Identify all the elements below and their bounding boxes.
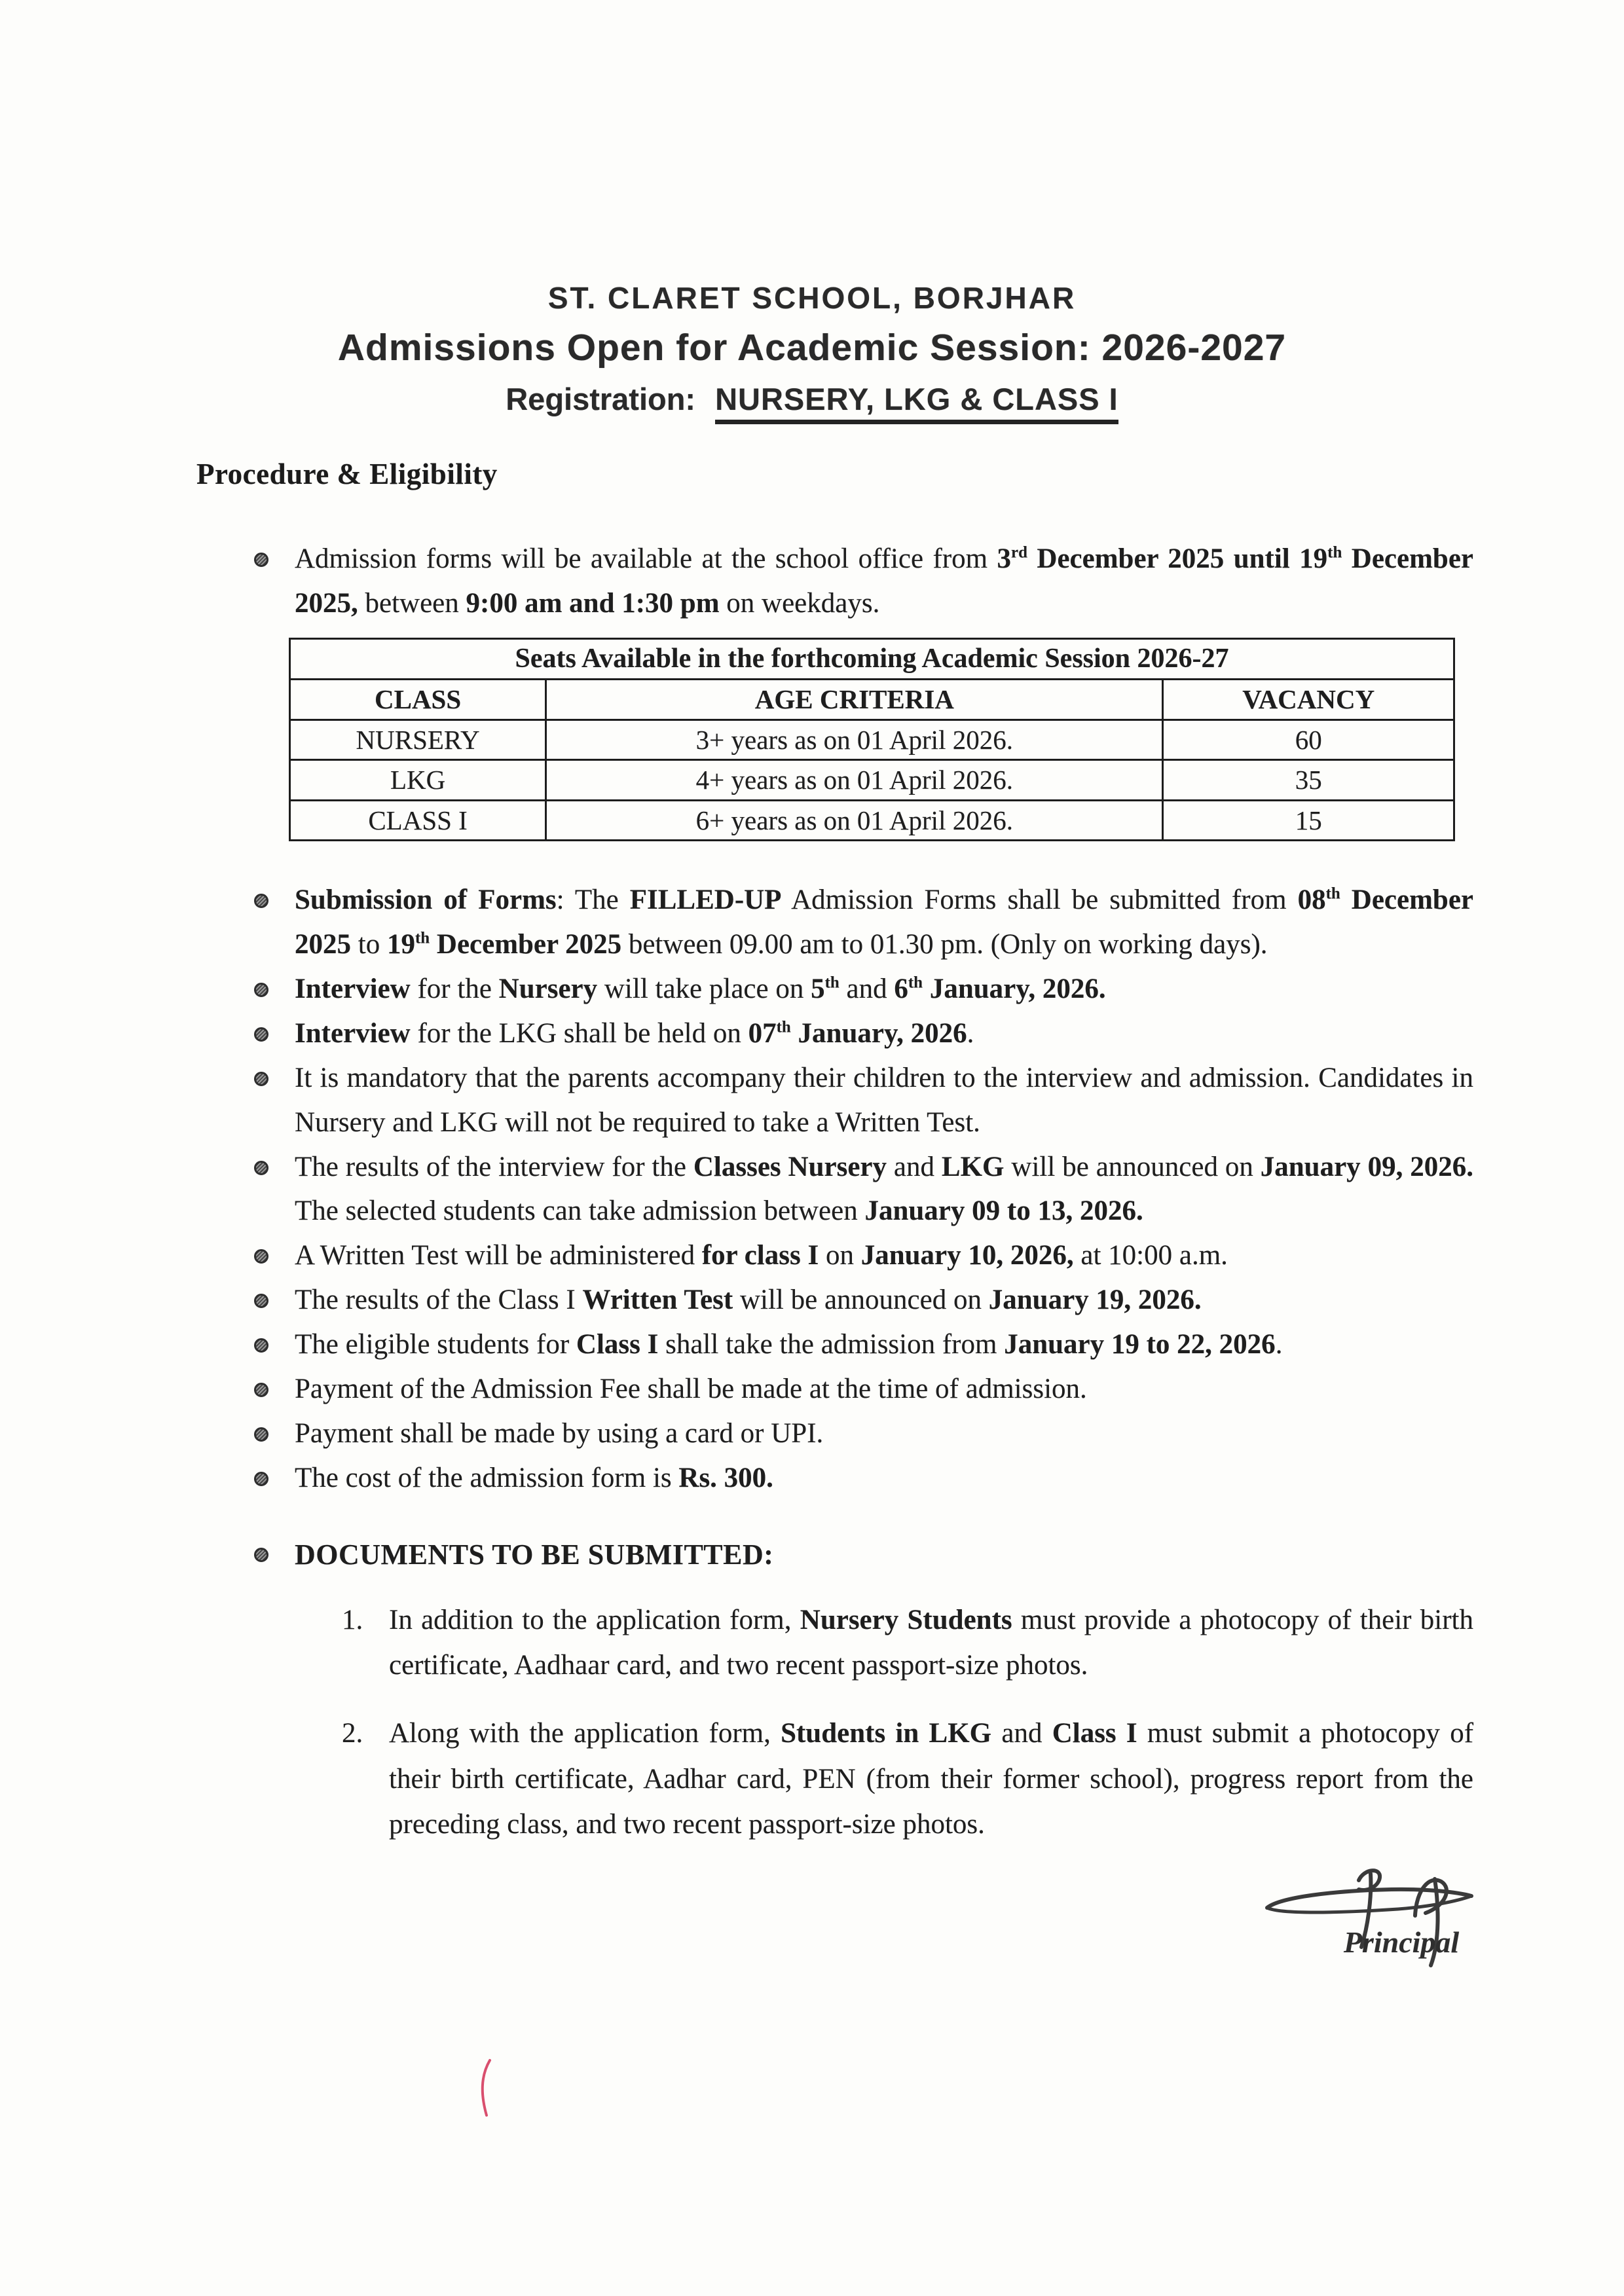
documents-list [196,1597,1473,1848]
bullet-icon [254,1427,268,1442]
cell-vacancy: 60 [1163,720,1454,759]
cell-age-criteria: 6+ years as on 01 April 2026. [546,800,1163,840]
bullet-text: Interview for the LKG shall be held on 07th January, 2026. [295,1017,974,1049]
list-item [196,878,1473,967]
list-item [196,537,1473,626]
admissions-title: Admissions Open for Academic Session: 2026-2027 [337,327,1287,369]
bullet-icon [254,894,268,908]
column-header-class: CLASS [290,680,546,720]
cell-age-criteria: 4+ years as on 01 April 2026. [546,760,1163,800]
bullet-text: The results of the interview for the Classes Nursery and LKG will be announced on January 09, 2026. The selected students can take admission between January 09 to 13, 2026. [295,1151,1473,1227]
red-pen-mark [475,2058,498,2118]
bullet-text: The cost of the admission form is Rs. 300. [295,1463,773,1494]
bullet-icon [254,1072,268,1086]
list-item [196,1322,1473,1367]
bullet-icon [254,983,268,997]
column-header-age-criteria: AGE CRITERIA [546,680,1163,720]
list-item [196,1597,1473,1688]
bullet-icon [254,1338,268,1353]
table-title: Seats Available in the forthcoming Academic Session 2026-27 [290,638,1454,680]
bullet-text: Payment shall be made by using a card or UPI. [295,1418,824,1449]
cell-class: CLASS I [290,800,546,840]
table-row-class-1 [290,800,1454,840]
section-heading: Procedure & Eligibility [196,458,498,490]
registration-line [0,381,1624,424]
bullet-icon [254,1294,268,1308]
list-item [196,1711,1473,1848]
item-text: Along with the application form, Students in LKG and Class I must submit a photocopy of their birth certificate, Aadhar card, PEN (from their former school), progress report from the preceding class, and two recent passport-size photos. [389,1717,1474,1840]
procedure-list-top [196,537,1473,626]
document-header [0,280,1624,424]
item-number: 1. [342,1604,363,1635]
cell-vacancy: 35 [1163,760,1454,800]
seats-table [289,638,1455,841]
bullet-icon [254,553,268,567]
bullet-icon [254,1548,268,1562]
bullet-text: A Written Test will be administered for class I on January 10, 2026, at 10:00 a.m. [295,1240,1228,1271]
item-text: In addition to the application form, Nursery Students must provide a photocopy of their birth certificate, Aadhaar card, and two recent passport-size photos. [389,1604,1473,1681]
bullet-icon [254,1249,268,1264]
item-number: 2. [342,1717,363,1749]
bullet-icon [254,1027,268,1042]
documents-heading: DOCUMENTS TO BE SUBMITTED: [295,1539,774,1571]
bullet-text: Payment of the Admission Fee shall be made at the time of admission. [295,1374,1087,1405]
bullet-text: Interview for the Nursery will take place on 5th and 6th January, 2026. [295,973,1106,1004]
cell-age-criteria: 3+ years as on 01 April 2026. [546,720,1163,759]
bullet-text: Submission of Forms: The FILLED-UP Admission Forms shall be submitted from 08th December 2025 to 19th December 2025 between 09.00 am to 01.30 pm. (Only on working days). [295,884,1473,960]
school-name: ST. CLARET SCHOOL, BORJHAR [547,281,1077,315]
table-header-row [290,680,1454,720]
bullet-text: It is mandatory that the parents accompany their children to the interview and admission. Candidates in Nursery and LKG will not be required to take a Written Test. [295,1062,1473,1138]
table-title-row [290,638,1454,680]
list-item [196,1278,1473,1322]
bullet-text: The eligible students for Class I shall take the admission from January 19 to 22, 2026. [295,1329,1283,1360]
bullet-text: The results of the Class I Written Test will be announced on January 19, 2026. [295,1285,1202,1316]
registration-classes: NURSERY, LKG & CLASS I [715,381,1118,424]
cell-vacancy: 15 [1163,800,1454,840]
bullet-icon [254,1161,268,1175]
signature-block [1261,1858,1503,1959]
bullet-text: Admission forms will be available at the school office from 3rd December 2025 until 19th December 2025, between 9:00 am and 1:30 pm on weekdays. [295,543,1474,619]
list-item [196,1412,1473,1456]
signature-title: Principal [1343,1925,1460,1959]
table-row-lkg [290,760,1454,800]
cell-class: NURSERY [290,720,546,759]
list-item [196,1056,1473,1145]
documents-heading-item [196,1532,1473,1578]
list-item [196,1011,1473,1056]
list-item [196,967,1473,1011]
bullet-icon [254,1472,268,1486]
list-item [196,1233,1473,1278]
table-row-nursery [290,720,1454,759]
list-item [196,1367,1473,1412]
procedure-list [196,878,1473,1578]
list-item [196,1456,1473,1501]
bullet-icon [254,1383,268,1397]
column-header-vacancy: VACANCY [1163,680,1454,720]
document-body [196,457,1473,1848]
list-item [196,1145,1473,1234]
cell-class: LKG [290,760,546,800]
registration-label: Registration: [506,382,696,416]
